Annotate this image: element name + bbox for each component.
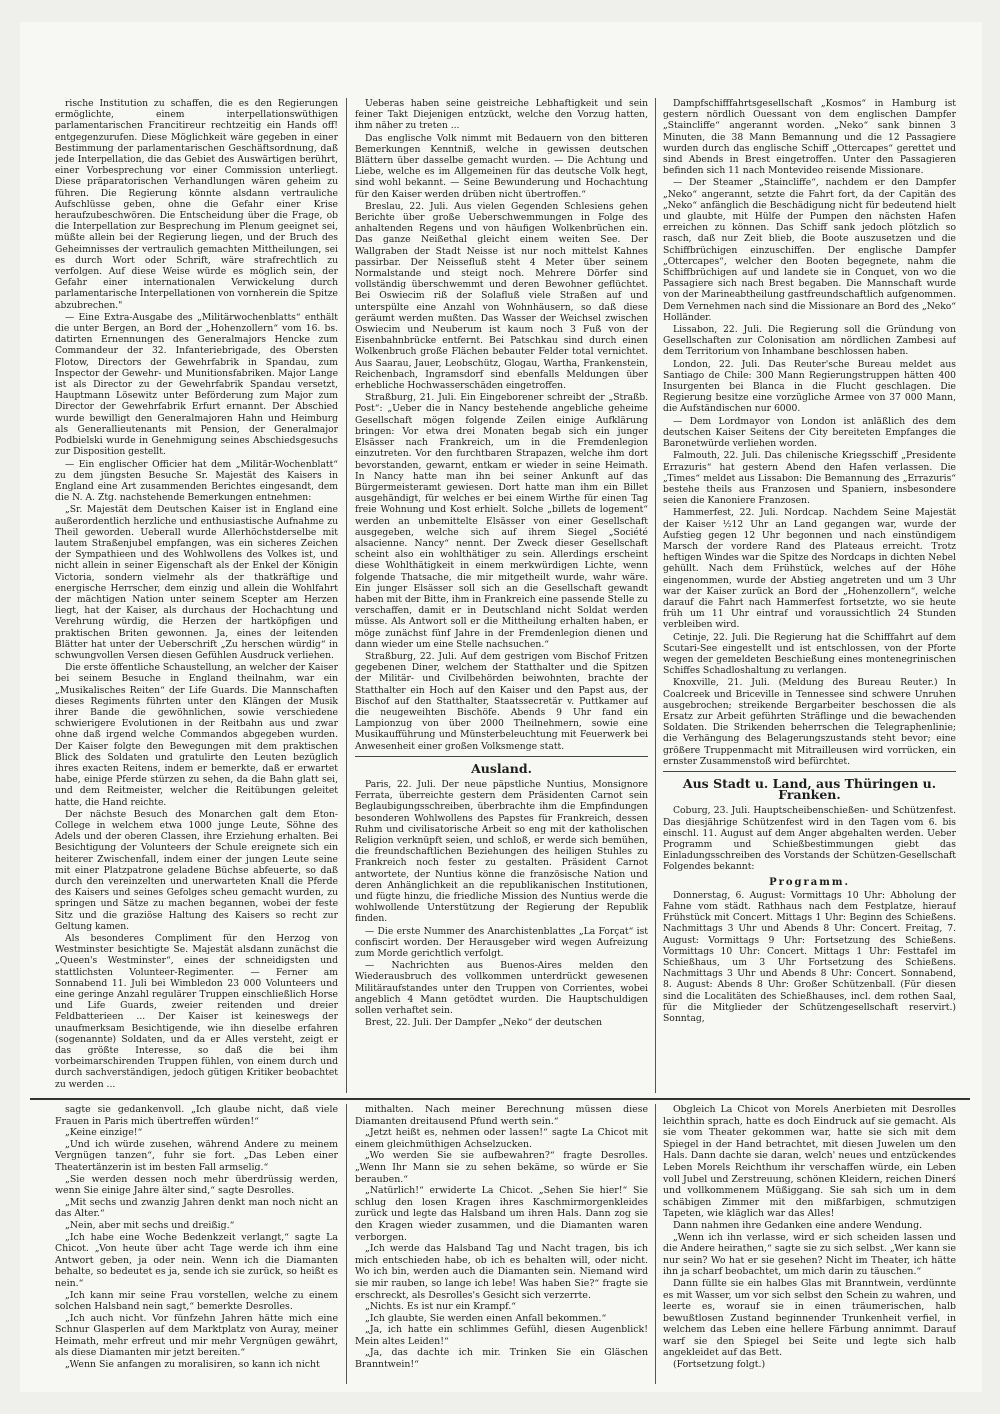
paragraph: Dampfschifffahrtsgesellschaft „Kosmos“ in Hamburg ist gestern nördlich Ouessant von dem englischen Dampfer „Staincliffe“ angerannt worden. „Neko“ sank binnen 3 Minuten, die 38 Mann Bemannung und die 12 Passagiere wurden durch das englische Schiff „Ottercapes“ gerettet und sind Abends in Brest eingetroffen. Unter den Passagieren befinden sich 11 nach Montevideo reisende Missionare. (663, 98, 956, 177)
paragraph: Das englische Volk nimmt mit Bedauern von den bitteren Bemerkungen Kenntniß, welche in gewissen deutschen Blättern über dasselbe gemacht wurden. — Die Achtung und Liebe, welche es im Allgemeinen für das deutsche Volk hegt, sind wohl bekannt. — Seine Bewunderung und Hochachtung für den Kaiser werden drüben nicht übertroffen.“ (355, 132, 648, 200)
column-divider (655, 98, 656, 1093)
paragraph: Coburg, 23. Juli. Hauptscheibenschießen- und Schützenfest. Das diesjährige Schützenfest wird in den Tagen vom 6. bis einschl. 11. August auf dem Anger abgehalten werden. Ueber Programm und Schießbestimmungen giebt das Einladungsschreiben des Vorstands der Schützen-Gesellschaft Folgendes bekannt: (663, 805, 956, 873)
paragraph: Dann nahmen ihre Gedanken eine andere Wendung. (673, 1219, 923, 1231)
paragraph: rische Institution zu schaffen, die es den Regierungen ermöglichte, einem interpellationswüthigen parlamentarischen Francitireur rechtzeitig ein Hands off! entgegenzurufen. Diese Möglichkeit wäre gegeben in einer Bestimmung der parlamentarischen Geschäftsordnung, daß jede Interpellation, die das Gebiet des Auswärtigen berührt, einer Vorbesprechung vor einer Commission unterliegt. Diese präparatorischen Verhandlungen wären geheim zu führen. Die Regierung könnte alsdann vertrauliche Aufschlüsse geben, ohne die Gefahr einer Krise heraufzubeschwören. Die Entscheidung über die Frage, ob die Interpellation zur Besprechung im Plenum geeignet sei, müßte allein bei der Regierung liegen, und der Bruch des Geheimnisses der vertraulich gemachten Mittheilungen, sei es durch Wort oder Schrift, wäre strafrechtlich zu verfolgen. Auf diese Weise würde es möglich sein, der Gefahr einer internationalen Verwickelung durch parlamentarische Interpellationen von vornherein die Spitze abzubrechen." (55, 98, 338, 311)
feuilleton-column-3 (663, 1104, 956, 1384)
paragraph: mithalten. Nach meiner Berechnung müssen diese Diamanten dreitausend Pfund werth sein.“ (355, 1104, 648, 1127)
paragraph: „Sie werden dessen noch mehr überdrüssig werden, wenn Sie einige Jahre älter sind,“ sagte Desrolles. (55, 1173, 338, 1197)
paragraph: Donnerstag, 6. August: Vormittags 10 Uhr: Abholung der Fahne vom städt. Rathhaus nach dem Festplatze, hierauf Frühstück mit Concert. Mittags 1 Uhr: Beginn des Schießens. Nachmittags 3 Uhr und Abends 8 Uhr: Concert. Freitag, 7. August: Vormittags 9 Uhr: Fortsetzung des Schießens. Vormittags 10 Uhr: Concert. Mittags 1 Uhr: Festtafel im Schießhaus, um 3 Uhr Fortsetzung des Schießens. Nachmittags 3 Uhr und Abends 8 Uhr: Concert. Sonnabend, 8. August: Abends 8 Uhr: Großer Schützenball. (Für diesen sind die Localitäten des Schießhauses, incl. dem rothen Saal, für die Mitglieder der Schützengesellschaft reservirt.) Sonntag, (663, 889, 956, 1025)
paragraph: „Wo werden Sie sie aufbewahren?“ fragte Desrolles. „Wenn Ihr Mann sie zu sehen bekäme, so würde er Sie berauben.“ (355, 1150, 648, 1185)
paragraph: — Der Steamer „Staincliffe“, nachdem er den Dampfer „Neko“ angerannt, setzte die Fahrt fort, da der Capitän des „Neko“ anfänglich die Beschädigung nicht für bedeutend hielt und glaubte, mit Hülfe der Pumpen den nächsten Hafen erreichen zu können. Das Schiff sank jedoch plötzlich so rasch, daß nur Zeit blieb, die Boote auszusetzen und die Schiffbrüchigen einzuschiffen. Der englische Dampfer „Ottercapes“, welcher den Booten begegnete, nahm die Schiffbrüchigen auf und landete sie in Conquet, von wo die Passagiere sich nach Brest begaben. Die Mannschaft wurde von der Marineabtheilung gastfreundschaftlich aufgenommen. Dem Vernehmen nach sind die Missionare an Bord des „Neko“ Holländer. (663, 177, 956, 323)
paragraph: „Sr. Majestät dem Deutschen Kaiser ist in England eine außerordentlich herzliche und enthusiastische Aufnahme zu Theil geworden. Ueberall wurde Allerhöchstderselbe mit lautem Straßenjubel empfangen, was ein sicheres Zeichen der Sympathieen und des Wohlwollens des Volkes ist, und nicht allein in seiner Eigenschaft als der Enkel der Königin Victoria, sondern vielmehr als der thatkräftige und energische Herrscher, dem einzig und allein die Wohlfahrt der mächtigen Nation unter seinem Scepter am Herzen liegt, hat der Kaiser, als durchaus der Hochachtung und Verehrung würdig, die Herzen der hartköpfigen und praktischen Briten gewonnen. Ja, eines der leitenden Blätter hat unter der Ueberschrift „Zu herschen würdig“ in schwungvollen Versen diesen Gefühlen Ausdruck verliehen. (55, 504, 338, 661)
column-3 (663, 98, 956, 1098)
column-divider (655, 1104, 656, 1384)
paragraph: — Eine Extra-Ausgabe des „Militärwochenblatts“ enthält die unter Bergen, an Bord der „Hohenzollern“ vom 16. bs. datirten Ernennungen des Generalmajors Hencke zum Commandeur der 32. Infanteriebrigade, des Obersten Flotow, Directors der Gewehrfabrik in Spandau, zum Inspector der Gewehr- und Munitionsfabriken. Major Lange ist als Director zu der Gewehrfabrik Spandau versetzt, Hauptmann Lösewitz unter Beförderung zum Major zum Director der Gewehrfabrik Erfurt ernannt. Der Abschied wurde bewilligt den Generalmajoren Hahn und Heimburg als Generallieutenants mit Pension, der Generalmajor Podbielski wurde in Genehmigung seines Abschiedsgesuchs zur Disposition gestellt. (55, 311, 338, 458)
paragraph: — Nachrichten aus Buenos-Aires melden den Wiederausbruch des vollkommen unterdrückt gewesenen Militäraufstandes unter den Truppen von Corrientes, wobei angeblich 4 Mann getödtet wurden. Die Hauptschuldigen sollen verhaftet sein. (355, 960, 648, 1017)
paragraph: — Ein englischer Officier hat dem „Militär-Wochenblatt“ zu dem jüngsten Besuche Sr. Majestät des Kaisers in England eine Art zusammenden Berichtes eingesandt, dem die N. A. Ztg. nachstehende Bemerkungen entnehmen: (55, 458, 338, 504)
feuilleton-column-1 (55, 1104, 338, 1384)
paragraph: „Mit sechs und zwanzig Jahren denkt man noch nicht an das Alter.“ (55, 1196, 338, 1220)
paragraph: „Ich auch nicht. Vor fünfzehn Jahren hätte mich eine Schnur Glasperlen auf dem Marktplatz von Auray, meiner Heimath, mehr erfreut und mir mehr Vergnügen gewährt, als diese Diamanten mir jetzt bereiten.“ (55, 1312, 338, 1359)
paragraph: „Nein, aber mit sechs und dreißig.“ (65, 1219, 235, 1231)
paragraph: Cetinje, 22. Juli. Die Regierung hat die Schifffahrt auf dem Scutari-See eingestellt und ist entschlossen, von der Pforte wegen der gemeldeten Beschießung eines montenegrinischen Schiffes Schadloshaltung zu verlangen. (663, 631, 956, 677)
paragraph: (Fortsetzung folgt.) (673, 1359, 766, 1371)
paragraph: Die erste öffentliche Schaustellung, an welcher der Kaiser bei seinem Besuche in England theilnahm, war ein „Musikalisches Reiten“ der Life Guards. Die Mannschaften dieses Regiments führten unter den Klängen der Musik ihrer Bande die gewöhnlichen, sowie verschiedene schwierigere Evolutionen in der Reitbahn aus und zwar ohne daß irgend welche Commandos abgegeben wurden. Der Kaiser folgte den Bewegungen mit dem praktischen Blick des Soldaten und gratulirte den Leuten bezüglich ihres exacten Reitens, indem er bemerkte, daß er erwartet habe, einige Pferde stürzen zu sehen, da die Bahn glatt sei, und dem Reitmeister, welcher die Reitübungen geleitet hatte, die Hand reichte. (55, 662, 338, 808)
paragraph: Hammerfest, 22. Juli. Nordcap. Nachdem Seine Majestät der Kaiser ½12 Uhr an Land gegangen war, wurde der Aufstieg gegen 12 Uhr begonnen und nach einstündigem Marsch der vordere Rand des Plateaus erreicht. Trotz heftigen Windes war die Spitze des Nordcaps in dichten Nebel gehüllt. Nach dem Frühstück, welches auf der Höhe eingenommen, wurde der Abstieg angetreten und um 3 Uhr war der Kaiser zurück an Bord der „Hohenzollern“, welche darauf die Fahrt nach Hammerfest fortsetzte, wo sie heute früh um 11 Uhr eintraf und voraussichtlich 24 Stunden verbleiben wird. (663, 507, 956, 631)
paragraph: „Ja, das dachte ich mir. Trinken Sie ein Gläschen Branntwein!“ (355, 1347, 648, 1371)
paragraph: „Ich habe eine Woche Bedenkzeit verlangt,“ sagte La Chicot. „Von heute über acht Tage werde ich ihm eine Antwort geben, ja oder nein. Wenn ich die Diamanten behalte, so bedeutet es ja, sende ich sie zurück, so heißt es nein.“ (55, 1231, 338, 1289)
section-heading: Ausland. (471, 760, 532, 776)
paragraph: „Ich glaubte, Sie werden einen Anfall bekommen.“ (365, 1312, 607, 1324)
paragraph: Als besonderes Compliment für den Herzog von Westminster besichtigte Se. Majestät alsdann zunächst die „Queen's Westminster“, eines der schneidigsten und stattlichsten Volunteer-Regimenter. — Ferner am Sonnabend 11. Juli bei Wimbledon 23 000 Volunteers und eine geringe Anzahl regulärer Truppen einschließlich Horse und Life Guards, zweier reitenden und dreier Feldbatterieen ... Der Kaiser ist keineswegs der unaufmerksam Besichtigende, wie ihn dieselbe erfahren (sogenannte) Soldaten, und da er Alles versteht, zeigt er das größte Interesse, so daß die bei ihm vorbeimarschirenden Truppen fühlen, von einem durch und durch sachverständigen, jedoch gütigen Kritiker beobachtet zu werden ... (55, 933, 338, 1090)
paragraph: Paris, 22. Juli. Der neue päpstliche Nuntius, Monsignore Ferrata, überreichte gestern dem Präsidenten Carnot sein Beglaubigungsschreiben, überbrachte ihm die Empfindungen besonderen Wohlwollens des Papstes für Frankreich, dessen Ruhm und civilisatorische Arbeit so eng mit der katholischen Religion verknüpft seien, und schloß, er werde sich bemühen, die freundschaftlichen Beziehungen des heiligen Stuhles zu Frankreich noch fester zu gestalten. Präsident Carnot antwortete, der Nuntius könne die französische Nation und deren Anhänglichkeit an die republikanischen Institutionen, und fügte hinzu, die friedliche Mission des Nuntius werde die wohlwollende Unterstützung der Regierung der Republik finden. (355, 778, 648, 925)
paragraph: Falmouth, 22. Juli. Das chilenische Kriegsschiff „Presidente Errazuris“ hat gestern Abend den Hafen verlassen. Die „Times“ meldet aus Lissabon: Die Bemannung des „Errazuris“ bestehe theils aus Franzosen und Spaniern, insbesondere seien die Kanoniere Franzosen. (663, 450, 956, 507)
section-heading: Aus Stadt u. Land, aus Thüringen u. Franken. (682, 775, 937, 803)
column-divider (346, 98, 347, 1093)
feuilleton-column-2 (355, 1104, 648, 1384)
paragraph: „Wenn ich ihn verlasse, wird er sich scheiden lassen und die Andere heirathen,“ sagte sie zu sich selbst. „Wer kann sie nur sein? Wo hat er sie gesehen? Nicht im Theater, ich hätte ihn ja scharf beobachtet, um mich darin zu täuschen.“ (663, 1231, 956, 1278)
paragraph: Der nächste Besuch des Monarchen galt dem Eton-College in welchem etwa 1000 junge Leute, Söhne des Adels und der oberen Classen, ihre Erziehung erhalten. Bei Besichtigung der Volunteers der Schule ereignete sich ein heiterer Zwischenfall, indem einer der jungen Leute seine mit einer Platzpatrone geladene Büchse abfeuerte, so daß durch den vereinzelten und unerwarteten Knall die Pferde des Kaisers und seines Gefolges scheu gemacht wurden, zu springen und Sätze zu machen begannen, wobei der feste Sitz und die graziöse Haltung des Kaisers so recht zur Geltung kamen. (55, 808, 338, 932)
paragraph: „Und ich würde zusehen, während Andere zu meinem Vergnügen tanzen“, fuhr sie fort. „Das Leben einer Theatertänzerin ist im besten Fall armselig.“ (55, 1138, 338, 1173)
paragraph: — Die erste Nummer des Anarchistenblattes „La Forçat“ ist confiscirt worden. Der Herausgeber wird wegen Aufreizung zum Morde gerichtlich verfolgt. (355, 925, 648, 960)
section-rule (663, 771, 956, 772)
paragraph: „Wenn Sie anfangen zu moralisiren, so kann ich nicht (65, 1359, 320, 1371)
column-2 (355, 98, 648, 1098)
paragraph: „Ja, ich hatte ein schlimmes Gefühl, diesen Augenblick! Mein altes Leiden!“ (355, 1324, 648, 1347)
paragraph: „Keine einzige!“ (65, 1127, 143, 1139)
section-heading: Programm. (769, 876, 850, 888)
paragraph: „Ich kann mir seine Frau vorstellen, welche zu einem solchen Halsband nein sagt,“ bemerkte Desrolles. (55, 1289, 338, 1313)
paragraph: „Jetzt heißt es, nehmen oder lassen!“ sagte La Chicot mit einem gleichmüthigen Achselzucken. (355, 1127, 648, 1150)
paragraph: Dann füllte sie ein halbes Glas mit Branntwein, verdünnte es mit Wasser, um vor sich selbst den Schein zu wahren, und leerte es, worauf sie in einen träumerischen, halb bewußtlosen Zustand beginnender Trunkenheit verfiel, in welchem das Leben eine hellere Färbung annimmt. Darauf warf sie den Spiegel bei Seite und legte sich halb angekleidet auf das Bett. (663, 1277, 956, 1359)
paragraph: sagte sie gedankenvoll. „Ich glaube nicht, daß viele Frauen in Paris mich übertreffen würden!“ (55, 1104, 338, 1127)
paragraph: Obgleich La Chicot von Morels Anerbieten mit Desrolles leichthin sprach, hatte es doch Eindruck auf sie gemacht. Als sie vom Theater gekommen war, hatte sie sich mit dem Spiegel in der Hand betrachtet, mit diesen Juwelen um den Hals. Dann dachte sie daran, welch' neues und entzückendes Leben Morels Reichthum ihr verschaffen würde, ein Leben voll Jubel und Zerstreuung, schönen Kleidern, reichen Dinerś und vollkommenem Müßiggang. Sie sah sich um in dem schäbigen Zimmer mit den mißfarbigen, schmutzigen Tapeten, wie kläglich war das Alles! (663, 1104, 956, 1220)
feuilleton-rule (30, 1098, 970, 1100)
paragraph: „Ich werde das Halsband Tag und Nacht tragen, bis ich mich entschieden habe, ob ich es behalten will, oder nicht. Wo ich bin, werden auch die Diamanten sein. Niemand wird sie mir rauben, so lange ich lebe! Was haben Sie?“ fragte sie erschreckt, als Desrolles's Gesicht sich verzerrte. (355, 1243, 648, 1301)
column-divider (346, 1104, 347, 1384)
section-rule (355, 756, 648, 757)
paragraph: Breslau, 22. Juli. Aus vielen Gegenden Schlesiens gehen Berichte über große Ueberschwemmungen in Folge des anhaltenden Regens und von häufigen Wolkenbrüchen ein. Das ganze Neißethal gleicht einem weiten See. Der Wallgraben der Stadt Neisse ist nur noch mittelst Kahnes passirbar. Der Neissefluß steht 4 Meter über seinem Normalstande und steigt noch. Mehrere Dörfer sind vollständig überschwemmt und deren Bewohner geflüchtet. Bei Oswiecim riß der Solafluß viele Straßen auf und unterspülte eine Anzahl von Wohnhäusern, so daß diese geräumt werden mußten. Das Wasser der Weichsel zwischen Oswiecim und Neuberum ist kaum noch 3 Fuß von der Eisenbahnbrücke entfernt. Bei Patschkau sind durch einen Wolkenbruch große Flächen bebauter Felder total vernichtet. Aus Saarau, Jauer, Leobschütz, Glogau, Wartha, Frankenstein, Reichenbach, Ingramsdorf sind ebenfalls Meldungen über erhebliche Hochwasserschäden eingetroffen. (355, 200, 648, 392)
paragraph: Knoxville, 21. Juli. (Meldung des Bureau Reuter.) In Coalcreek und Briceville in Tennessee sind schwere Unruhen ausgebrochen; streikende Bergarbeiter beschossen die als Ersatz zur Arbeit geführten Sträflinge und die bewachenden Soldaten. Die Strikenden beherrschen die Telegraphenlinie; die Verhängung des Belagerungszustands steht bevor; eine größere Truppenmacht mit Mitrailleusen wird vorrücken, ein ernster Zusammenstoß wird befürchtet. (663, 677, 956, 767)
paragraph: Straßburg, 22. Juli. Auf dem gestrigen vom Bischof Fritzen gegebenen Diner, welchem der Statthalter und die Spitzen der Militär- und Civilbehörden beiwohnten, brachte der Statthalter ein Hoch auf den Kaiser und den Papst aus, der Bischof auf den Statthalter, Staatssecretär v. Puttkamer auf die neugeweihten Bischöfe. Abends 9 Uhr fand ein Lampionzug von über 2000 Theilnehmern, sowie eine Musikaufführung und Münsterbeleuchtung mit Feuerwerk bei Anwesenheit einer großen Volksmenge statt. (355, 650, 648, 752)
paragraph: London, 22. Juli. Das Reuter'sche Bureau meldet aus Santiago de Chile: 300 Mann Regierungstruppen hätten 400 Insurgenten bei Blanca in die Flucht geschlagen. Die Regierung besitze eine vorzügliche Armee von 37 000 Mann, die Aufständischen nur 6000. (663, 358, 956, 415)
paragraph: Ueberas haben seine geistreiche Lebhaftigkeit und sein feiner Takt Diejenigen entzückt, welche den Vorzug hatten, ihm näher zu treten ... (355, 98, 648, 132)
paragraph: Lissabon, 22. Juli. Die Regierung soll die Gründung von Gesellschaften zur Colonisation am nördlichen Zambesi auf dem Territorium von Inhambane beschlossen haben. (663, 324, 956, 358)
paragraph: Straßburg, 21. Juli. Ein Eingeborener schreibt der „Straßb. Post“: „Ueber die in Nancy bestehende angebliche geheime Gesellschaft mögen folgende Zeilen einige Aufklärung bringen: Vor etwa drei Monaten begab sich ein junger Elsässer nach Frankreich, um in die Fremdenlegion einzutreten. Vor den furchtbaren Strapazen, welche ihm dort bevorstanden, gewarnt, entkam er wieder in seine Heimath. In Nancy hatte man ihn bei seiner Ankunft auf das Bürgermeisteramt gewiesen. Dort hatte man ihm ein Billet ausgehändigt, für welches er bei einem Wirthe für einen Tag freie Wohnung und Kost erhielt. Solche „billets de logement“ werden an unbemittelte Elsässer von einer Gesellschaft ausgegeben, welche sich auf ihrem Siegel „Société alsacienne. Nancy“ nennt. Der Zweck dieser Gesellschaft scheint also ein wohlthätiger zu sein. Allerdings erscheint diese Wohlthätigkeit in einem merkwürdigen Lichte, wenn folgende Thatsache, die mir mitgetheilt wurde, wahr wäre. Ein junger Elsässer soll sich an die Gesellschaft gewandt haben mit der Bitte, ihm in Frankreich eine passende Stelle zu verschaffen, damit er in Deutschland nicht Soldat werden müsse. Als Antwort soll er die Mittheilung erhalten haben, er möge zunächst fünf Jahre in der Fremdenlegion dienen und dann wieder um eine Stelle nachsuchen.“ (355, 392, 648, 650)
paragraph: Brest, 22. Juli. Der Dampfer „Neko“ der deutschen (365, 1017, 603, 1029)
paragraph: „Natürlich!“ erwiderte La Chicot. „Sehen Sie hier!“ Sie schlug den losen Kragen ihres Kaschmirmorgenkleides zurück und legte das Halsband um ihren Hals. Dann zog sie den Kragen wieder zusammen, und die Diamanten waren verborgen. (355, 1185, 648, 1243)
paragraph: „Nichts. Es ist nur ein Krampf.“ (365, 1301, 517, 1313)
column-1 (55, 98, 338, 1098)
paragraph: — Dem Lordmayor von London ist anläßlich des dem deutschen Kaiser Seitens der City bereiteten Empfanges die Baronetwürde verliehen worden. (663, 415, 956, 450)
